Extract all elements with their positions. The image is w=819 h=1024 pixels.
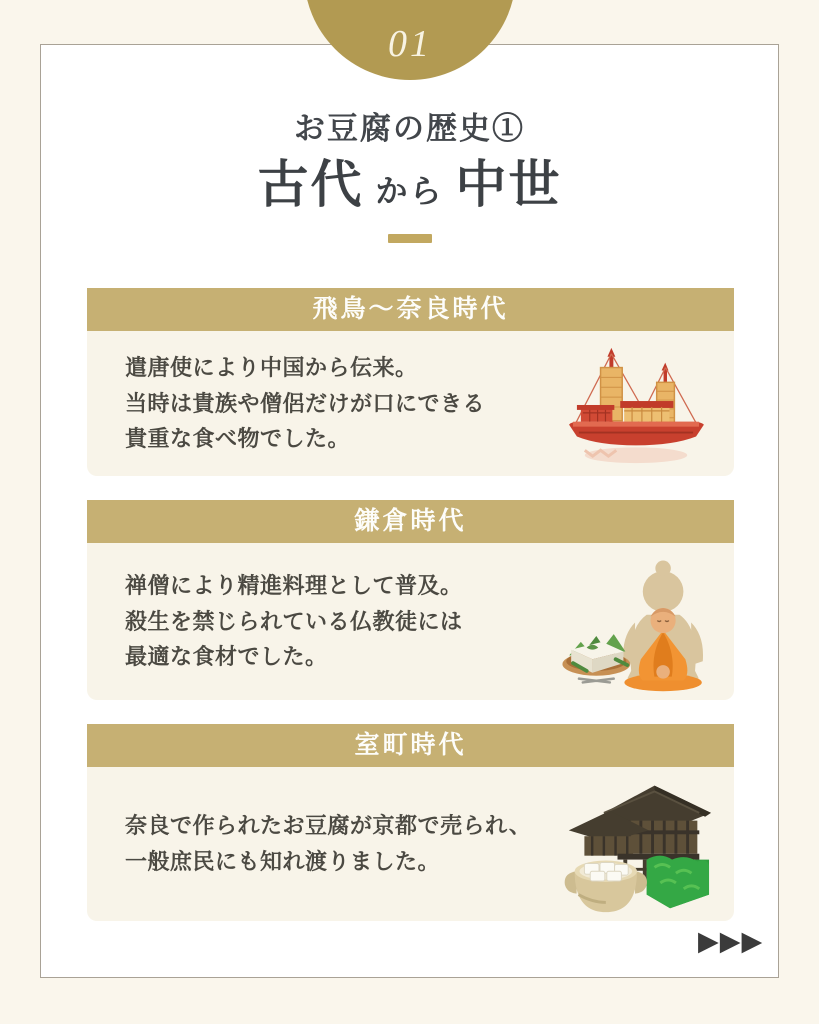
era-sections [87,288,734,945]
text-line: 当時は貴族や僧侶だけが口にできる [125,390,486,416]
text-line: 一般庶民にも知れ渡りました。 [125,849,441,874]
section-asuka-nara [87,288,734,476]
title-connector: から [375,173,444,209]
chapter-number: 01 [388,23,432,65]
section-body-asuka-nara [87,331,734,476]
text-line: 遣唐使により中国から伝来。 [125,355,418,381]
text-line: 禅僧により精進料理として普及。 [125,573,463,599]
text-line: 最適な食材でした。 [125,644,328,670]
section-body-muromachi [87,767,734,921]
section-text-kamakura [125,568,552,675]
infographic-card [40,44,779,978]
title-era-end: 中世 [455,158,562,214]
section-header-kamakura: 鎌倉時代 [87,500,734,543]
text-line: 奈良で作られたお豆腐が京都で売られ、 [125,813,532,839]
kentoshi-ship-icon [552,340,720,468]
text-line: 殺生を禁じられている仏教徒には [125,608,463,634]
gold-divider [388,234,432,243]
section-header-asuka-nara: 飛鳥〜奈良時代 [87,288,734,331]
title-era-start: 古代 [257,158,364,214]
section-muromachi [87,724,734,921]
section-header-muromachi: 室町時代 [87,724,734,767]
monk-buddha-tofu-icon [552,547,720,697]
next-page-arrows[interactable]: ▶▶▶ [698,926,764,956]
section-kamakura [87,500,734,700]
section-text-muromachi [125,808,552,879]
text-line: 貴重な食べ物でした。 [125,426,351,452]
kyoto-temple-tofu-icon [552,770,720,918]
section-body-kamakura [87,543,734,700]
series-subtitle: お豆腐の歴史① [294,111,525,146]
section-text-asuka-nara [125,350,552,457]
page-title [41,158,778,214]
